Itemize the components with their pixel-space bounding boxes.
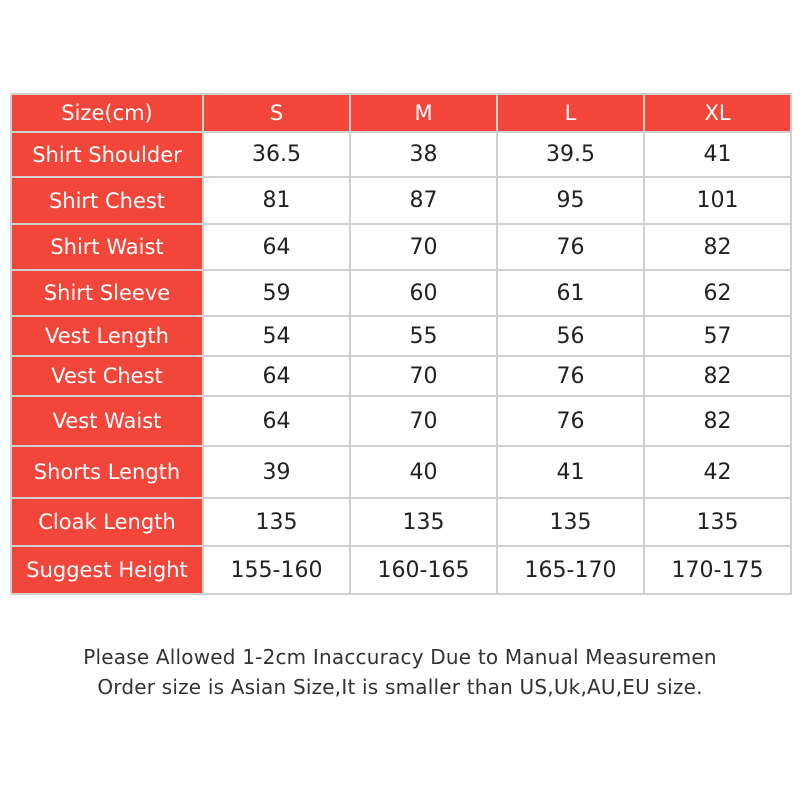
table-cell: 62 <box>644 270 791 316</box>
table-cell: 160-165 <box>350 546 497 594</box>
table-cell: 95 <box>497 177 644 224</box>
table-cell: 135 <box>497 498 644 546</box>
table-cell: 135 <box>350 498 497 546</box>
table-cell: 76 <box>497 356 644 396</box>
table-cell: 38 <box>350 132 497 177</box>
size-header-l: L <box>497 94 644 132</box>
table-cell: 57 <box>644 316 791 356</box>
row-label: Vest Waist <box>11 396 203 446</box>
inaccuracy-note: Please Allowed 1-2cm Inaccuracy Due to Manual Measuremen <box>83 645 717 669</box>
table-row <box>11 446 791 498</box>
size-header-s: S <box>203 94 350 132</box>
row-label: Shirt Chest <box>11 177 203 224</box>
row-label: Cloak Length <box>11 498 203 546</box>
size-header-xl: XL <box>644 94 791 132</box>
table-cell: 42 <box>644 446 791 498</box>
size-header-m: M <box>350 94 497 132</box>
table-cell: 64 <box>203 356 350 396</box>
table-cell: 101 <box>644 177 791 224</box>
table-cell: 82 <box>644 224 791 270</box>
row-label: Vest Length <box>11 316 203 356</box>
table-cell: 41 <box>497 446 644 498</box>
table-row <box>11 498 791 546</box>
table-row <box>11 270 791 316</box>
table-cell: 135 <box>644 498 791 546</box>
table-cell: 135 <box>203 498 350 546</box>
table-cell: 56 <box>497 316 644 356</box>
asian-size-note: Order size is Asian Size,It is smaller than US,Uk,AU,EU size. <box>97 675 703 699</box>
table-cell: 55 <box>350 316 497 356</box>
row-label: Shirt Waist <box>11 224 203 270</box>
table-row <box>11 224 791 270</box>
row-label: Shorts Length <box>11 446 203 498</box>
table-cell: 64 <box>203 396 350 446</box>
table-cell: 70 <box>350 356 497 396</box>
table-cell: 155-160 <box>203 546 350 594</box>
table-cell: 59 <box>203 270 350 316</box>
table-row <box>11 396 791 446</box>
table-cell: 36.5 <box>203 132 350 177</box>
table-cell: 60 <box>350 270 497 316</box>
table-cell: 64 <box>203 224 350 270</box>
table-row <box>11 177 791 224</box>
table-cell: 76 <box>497 224 644 270</box>
row-label: Suggest Height <box>11 546 203 594</box>
table-cell: 41 <box>644 132 791 177</box>
table-cell: 170-175 <box>644 546 791 594</box>
table-cell: 82 <box>644 396 791 446</box>
row-label: Shirt Shoulder <box>11 132 203 177</box>
table-cell: 39 <box>203 446 350 498</box>
table-row <box>11 132 791 177</box>
table-row <box>11 316 791 356</box>
table-cell: 82 <box>644 356 791 396</box>
table-cell: 40 <box>350 446 497 498</box>
table-cell: 165-170 <box>497 546 644 594</box>
table-cell: 70 <box>350 396 497 446</box>
row-label: Shirt Sleeve <box>11 270 203 316</box>
table-cell: 81 <box>203 177 350 224</box>
table-row <box>11 546 791 594</box>
table-cell: 76 <box>497 396 644 446</box>
table-cell: 70 <box>350 224 497 270</box>
table-row <box>11 356 791 396</box>
table-cell: 39.5 <box>497 132 644 177</box>
table-cell: 87 <box>350 177 497 224</box>
row-label: Vest Chest <box>11 356 203 396</box>
table-cell: 61 <box>497 270 644 316</box>
size-column-header: Size(cm) <box>11 94 203 132</box>
size-chart-table <box>10 93 792 595</box>
measurement-notes <box>0 642 800 702</box>
header-row <box>11 94 791 132</box>
table-cell: 54 <box>203 316 350 356</box>
